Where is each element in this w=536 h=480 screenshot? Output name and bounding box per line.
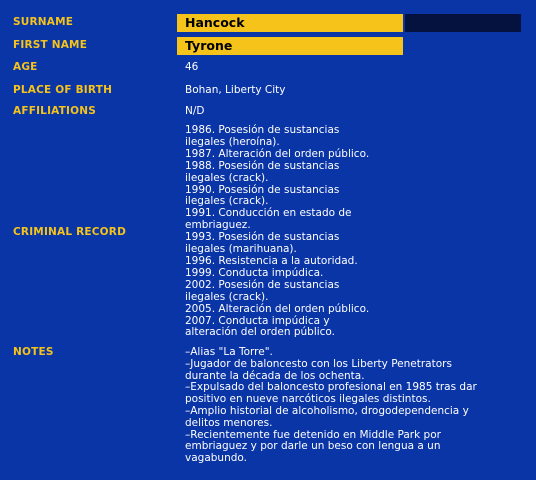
note-line: –Amplio historial de alcoholismo, drogodependencia y bbox=[185, 404, 469, 417]
record-line: 2005. Alteración del orden público. bbox=[185, 302, 370, 315]
affiliations-label: AFFILIATIONS bbox=[13, 105, 97, 117]
record-line: 2007. Conducta impúdica y bbox=[185, 314, 330, 327]
criminal-record-label: CRIMINAL RECORD bbox=[13, 226, 127, 238]
note-line: –Jugador de baloncesto con los Liberty Penetrators bbox=[185, 357, 452, 370]
record-line: 1993. Posesión de sustancias bbox=[185, 231, 340, 244]
record-line: 1987. Alteración del orden público. bbox=[185, 147, 370, 160]
record-line: 1996. Resistencia a la autoridad. bbox=[185, 254, 358, 267]
place-of-birth-label: PLACE OF BIRTH bbox=[13, 84, 113, 96]
note-line: –Recientemente fue detenido en Middle Park por bbox=[185, 428, 441, 441]
first-name-label: FIRST NAME bbox=[13, 39, 88, 51]
record-line: embriaguez. bbox=[185, 219, 251, 232]
first-name-field: Tyrone bbox=[177, 37, 403, 55]
note-line: delitos menores. bbox=[185, 416, 273, 429]
record-line: ilegales (crack). bbox=[185, 290, 269, 303]
note-line: –Alias "La Torre". bbox=[185, 346, 273, 358]
record-line: ilegales (crack). bbox=[185, 171, 269, 184]
record-line: ilegales (heroína). bbox=[185, 135, 280, 148]
surname-field: Hancock bbox=[177, 14, 403, 32]
note-line: embriaguez y por darle un beso con lengua a un bbox=[185, 440, 441, 453]
age-label: AGE bbox=[13, 61, 38, 73]
record-line: 1986. Posesión de sustancias bbox=[185, 124, 340, 136]
record-line: ilegales (crack). bbox=[185, 195, 269, 208]
note-line: positivo en nueve narcóticos ilegales distintos. bbox=[185, 393, 431, 406]
surname-extension-box bbox=[405, 14, 521, 32]
note-line: durante la década de los ochenta. bbox=[185, 369, 365, 382]
record-line: 1999. Conducta impúdica. bbox=[185, 266, 324, 279]
record-line: 1988. Posesión de sustancias bbox=[185, 159, 340, 172]
record-line: 1990. Posesión de sustancias bbox=[185, 183, 340, 196]
record-line: 1991. Conducción en estado de bbox=[185, 207, 352, 220]
notes-label: NOTES bbox=[13, 346, 54, 358]
note-line: vagabundo. bbox=[185, 452, 247, 465]
place-of-birth-value: Bohan, Liberty City bbox=[185, 84, 286, 96]
record-line: 2002. Posesión de sustancias bbox=[185, 278, 340, 291]
surname-label: SURNAME bbox=[13, 16, 74, 28]
notes-list bbox=[185, 347, 525, 465]
record-line: alteración del orden público. bbox=[185, 326, 336, 339]
affiliations-value: N/D bbox=[185, 105, 205, 117]
record-line: ilegales (marihuana). bbox=[185, 243, 297, 256]
criminal-record-list bbox=[185, 125, 369, 339]
note-line: –Expulsado del baloncesto profesional en 1985 tras dar bbox=[185, 381, 477, 394]
age-value: 46 bbox=[185, 61, 199, 73]
